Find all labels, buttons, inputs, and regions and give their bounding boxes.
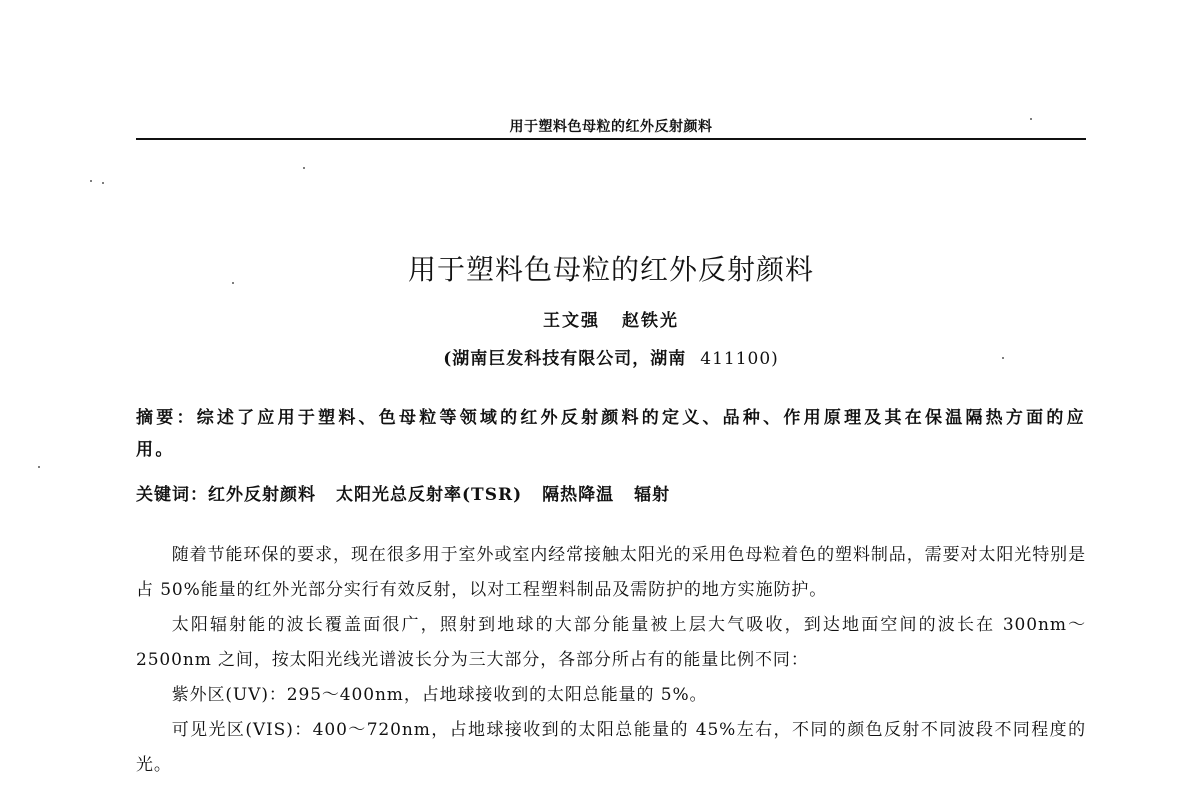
body-paragraph: 可见光区(VIS)：400～720nm，占地球接收到的太阳总能量的 45%左右，不同的颜色反射不同波段不同程度的光。 xyxy=(136,720,1086,775)
scan-speck xyxy=(38,466,40,468)
body-paragraph: 随着节能环保的要求，现在很多用于室外或室内经常接触太阳光的采用色母粒着色的塑料制品，需要对太阳光特别是占 50%能量的红外光部分实行有效反射，以对工程塑料制品及需防护的地方实施防护。 xyxy=(136,545,1086,600)
author-name: 王文强 xyxy=(543,311,600,331)
body-paragraph: 太阳辐射能的波长覆盖面很广，照射到地球的大部分能量被上层大气吸收，到达地面空间的波长在 300nm～2500nm 之间，按太阳光线光谱波长分为三大部分，各部分所占有的能量比例不同： xyxy=(136,615,1086,670)
author-list xyxy=(136,306,1086,331)
affiliation-org: (湖南巨发科技有限公司，湖南 xyxy=(443,349,687,369)
keyword: 红外反射颜料 xyxy=(208,485,316,505)
paper-title: 用于塑料色母粒的红外反射颜料 xyxy=(407,253,814,286)
scan-speck xyxy=(1030,118,1032,120)
keyword: 隔热降温 xyxy=(542,485,615,505)
abstract-label: 摘要： xyxy=(136,408,197,428)
body-text xyxy=(136,538,1086,783)
keyword: 太阳光总反射率(TSR) xyxy=(336,485,523,505)
body-paragraph: 紫外区(UV)：295～400nm，占地球接收到的太阳总能量的 5%。 xyxy=(171,685,708,705)
running-header: 用于塑料色母粒的红外反射颜料 xyxy=(509,119,713,135)
header-rule xyxy=(136,138,1086,140)
author-name: 赵铁光 xyxy=(622,311,679,331)
abstract xyxy=(136,402,1086,466)
scan-speck xyxy=(102,182,104,184)
abstract-text: 综述了应用于塑料、色母粒等领域的红外反射颜料的定义、品种、作用原理及其在保温隔热方面的应用。 xyxy=(136,408,1086,460)
scan-speck xyxy=(90,180,92,182)
keyword: 辐射 xyxy=(634,485,671,505)
scan-speck xyxy=(303,167,305,169)
affiliation xyxy=(136,344,1086,369)
keywords-label: 关键词： xyxy=(136,485,208,505)
affiliation-postcode: 411100) xyxy=(700,349,779,369)
keywords xyxy=(136,480,1086,505)
